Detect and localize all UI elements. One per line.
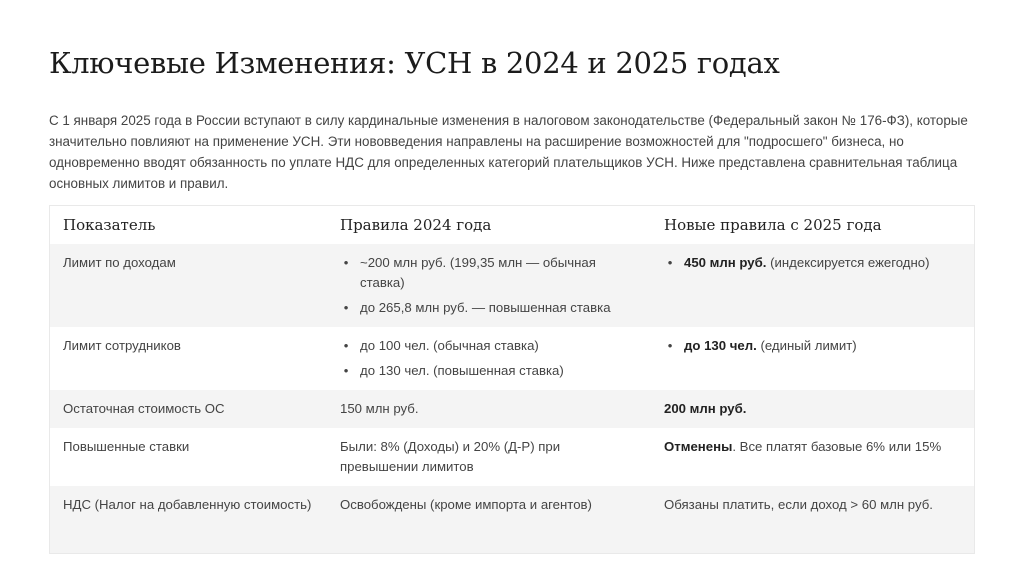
rules-2024-cell — [327, 244, 651, 327]
table-row — [50, 327, 974, 390]
rules-2025-cell — [651, 390, 974, 428]
table-row — [50, 486, 974, 553]
header-rules-2025: Новые правила с 2025 года — [651, 206, 974, 244]
rules-2025-cell — [651, 327, 974, 390]
emphasis-text: 200 млн руб. — [664, 401, 747, 416]
table-row — [50, 428, 974, 486]
list-item — [667, 253, 964, 273]
row-label: Лимит сотрудников — [50, 327, 327, 390]
cell-text: . Все платят базовые 6% или 15% — [732, 439, 942, 454]
rules-2024-list — [340, 336, 641, 381]
bullet-icon: • — [343, 300, 349, 315]
emphasis-text: до 130 чел. — [684, 338, 757, 353]
rules-2024-cell: Были: 8% (Доходы) и 20% (Д-Р) при превышении лимитов — [327, 428, 651, 486]
list-item-text: (единый лимит) — [756, 338, 857, 353]
rules-2024-cell: Освобождены (кроме импорта и агентов) — [327, 486, 651, 553]
bullet-icon: • — [667, 255, 673, 270]
list-item-text: до 100 чел. (обычная ставка) — [360, 338, 539, 353]
row-label: Остаточная стоимость ОС — [50, 390, 327, 428]
header-rules-2024: Правила 2024 года — [327, 206, 651, 244]
bullet-icon: • — [343, 338, 349, 353]
table-header-row — [50, 206, 974, 244]
table-row — [50, 244, 974, 327]
bullet-icon: • — [667, 338, 673, 353]
row-label: НДС (Налог на добавленную стоимость) — [50, 486, 327, 553]
rules-2025-cell — [651, 244, 974, 327]
rules-2024-cell: 150 млн руб. — [327, 390, 651, 428]
row-label: Повышенные ставки — [50, 428, 327, 486]
list-item — [343, 253, 641, 293]
bullet-icon: • — [343, 363, 349, 378]
rules-2025-cell: Обязаны платить, если доход > 60 млн руб. — [651, 486, 974, 553]
rules-2024-list — [340, 253, 641, 318]
list-item-text: до 265,8 млн руб. — повышенная ставка — [360, 300, 611, 315]
rules-2025-list — [664, 253, 964, 273]
list-item-text: ~200 млн руб. (199,35 млн — обычная ставка) — [360, 255, 596, 290]
rules-2025-cell — [651, 428, 974, 486]
table-row — [50, 390, 974, 428]
list-item-text: до 130 чел. (повышенная ставка) — [360, 363, 564, 378]
list-item — [343, 298, 641, 318]
bullet-icon: • — [343, 255, 349, 270]
rules-2025-list — [664, 336, 964, 356]
emphasis-text: 450 млн руб. — [684, 255, 767, 270]
header-indicator: Показатель — [50, 206, 327, 244]
row-label: Лимит по доходам — [50, 244, 327, 327]
comparison-table — [49, 205, 975, 554]
emphasis-text: Отменены — [664, 439, 733, 454]
list-item — [667, 336, 964, 356]
list-item — [343, 361, 641, 381]
intro-paragraph: С 1 января 2025 года в России вступают в силу кардинальные изменения в налоговом законодательстве (Федеральный закон № 176-ФЗ), которые значительно повлияют на применение УСН. Эти нововведения направлены на расширение возможностей для "подросшего" бизнеса, но одновременно вводят обязанность по уплате НДС для определенных категорий плательщиков УСН. Ниже представлена сравнительная таблица основных лимитов и правил. — [49, 113, 968, 191]
rules-2024-cell — [327, 327, 651, 390]
list-item — [343, 336, 641, 356]
page-title: Ключевые Изменения: УСН в 2024 и 2025 годах — [49, 46, 780, 80]
list-item-text: (индексируется ежегодно) — [766, 255, 930, 270]
